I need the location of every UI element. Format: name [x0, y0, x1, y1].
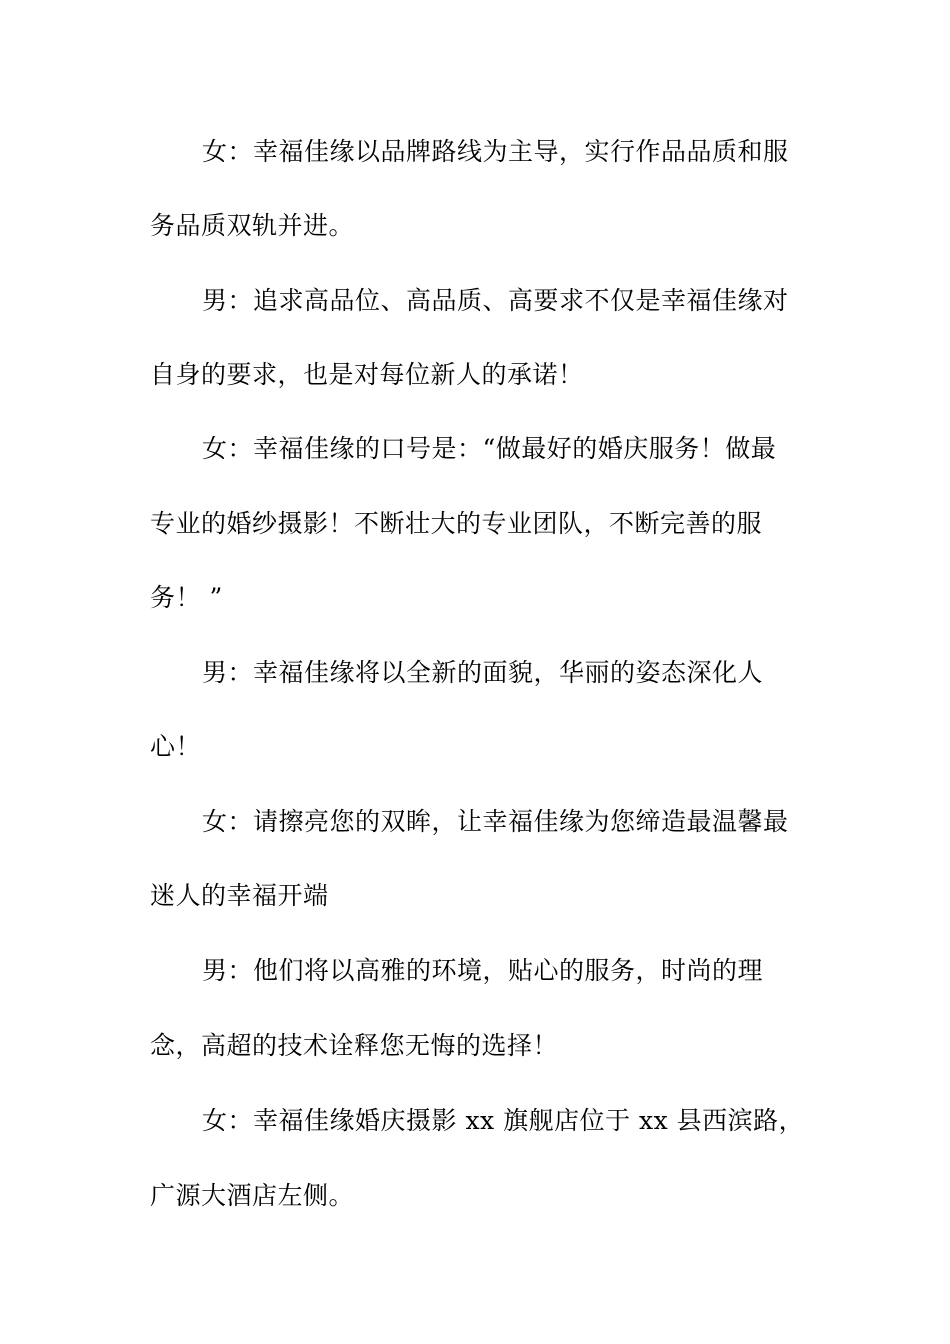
paragraph-2-line-1: 男：追求高品位、高品质、高要求不仅是幸福佳缘对	[202, 286, 789, 315]
paragraph-5-line-2: 迷人的幸福开端	[150, 881, 329, 910]
paragraph-1-line-2: 务品质双轨并进。	[150, 211, 355, 240]
paragraph-3-line-1: 女：幸福佳缘的口号是：“做最好的婚庆服务！做最	[202, 434, 777, 463]
paragraph-6-line-2: 念，高超的技术诠释您无悔的选择！	[150, 1031, 559, 1060]
paragraph-2-line-2: 自身的要求，也是对每位新人的承诺！	[150, 360, 584, 389]
paragraph-4-line-2: 心！	[150, 732, 202, 761]
paragraph-6-line-1: 男：他们将以高雅的环境，贴心的服务，时尚的理	[202, 956, 764, 985]
paragraph-3-line-3: 务！ ”	[150, 583, 223, 612]
paragraph-4-line-1: 男：幸福佳缘将以全新的面貌，华丽的姿态深化人	[202, 658, 764, 687]
paragraph-3-line-2: 专业的婚纱摄影！不断壮大的专业团队，不断完善的服	[150, 509, 763, 538]
paragraph-7-line-2: 广源大酒店左侧。	[150, 1181, 355, 1210]
paragraph-7-line-1: 女：幸福佳缘婚庆摄影 xx 旗舰店位于 xx 县西滨路，	[202, 1106, 805, 1135]
paragraph-5-line-1: 女：请擦亮您的双眸，让幸福佳缘为您缔造最温馨最	[202, 807, 789, 836]
paragraph-1-line-1: 女：幸福佳缘以品牌路线为主导，实行作品品质和服	[202, 137, 789, 166]
